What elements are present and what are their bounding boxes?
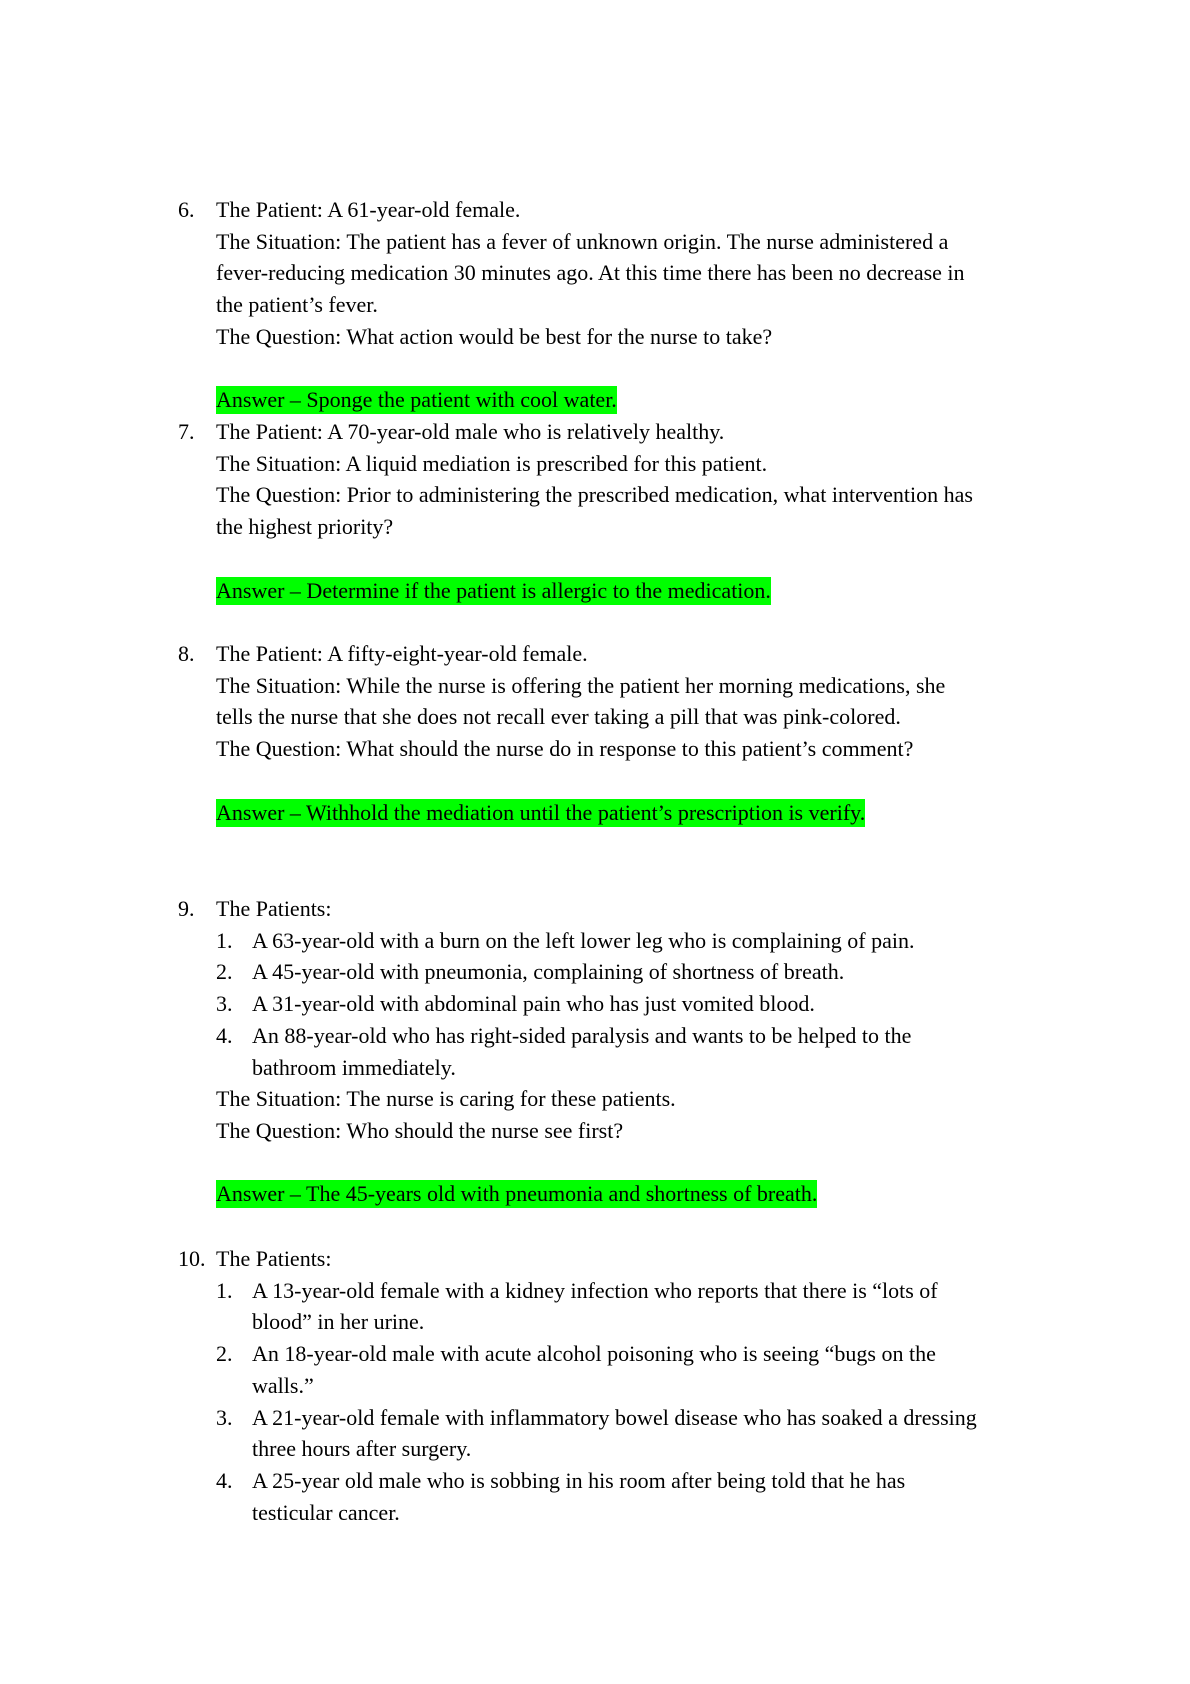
question-number: 10. [178, 1246, 206, 1271]
question-8 [178, 638, 1058, 828]
list-item [216, 1275, 1058, 1338]
answer [216, 575, 1058, 607]
list-item-number: 1. [216, 927, 233, 953]
patient-line: The Patient: A fifty-eight-year-old female. [216, 641, 588, 666]
question-6 [178, 194, 1058, 416]
question-body [178, 638, 1058, 828]
situation-line: The Situation: While the nurse is offering the patient her morning medications, she [216, 672, 946, 698]
situation-line: fever-reducing medication 30 minutes ago. At this time there has been no decrease in [216, 260, 965, 286]
situation-line: The Situation: A liquid mediation is prescribed for this patient. [216, 450, 768, 476]
question-number: 6. [178, 197, 195, 222]
patient-list [216, 925, 1058, 1084]
answer-highlight: Answer – Sponge the patient with cool water. [216, 387, 617, 413]
list-item-number: 4. [216, 1467, 233, 1493]
question-body [178, 416, 1058, 606]
list-item [216, 925, 1058, 957]
list-item-number: 2. [216, 1341, 233, 1367]
patient-line: The Patient: A 61-year-old female. [216, 197, 521, 222]
question-number: 8. [178, 641, 195, 666]
list-item-text: A 63-year-old with a burn on the left lower leg who is complaining of pain. [252, 927, 915, 953]
question-body [178, 1243, 1058, 1528]
list-item-text: A 21-year-old female with inflammatory bowel disease who has soaked a dressing [252, 1404, 977, 1430]
list-item-text: A 13-year-old female with a kidney infection who reports that there is “lots of [252, 1277, 938, 1303]
question-9 [178, 893, 1058, 1210]
list-item [216, 1338, 1058, 1401]
list-item-text: An 18-year-old male with acute alcohol poisoning who is seeing “bugs on the [252, 1341, 936, 1367]
answer [216, 384, 1058, 416]
question-line: the highest priority? [216, 514, 394, 540]
question-line: The Question: Prior to administering the prescribed medication, what intervention has [216, 482, 973, 508]
answer [216, 797, 1058, 829]
list-item [216, 1465, 1058, 1528]
question-10 [178, 1243, 1058, 1528]
question-line: The Question: Who should the nurse see first? [216, 1117, 624, 1143]
question-line: The Question: What should the nurse do in response to this patient’s comment? [216, 736, 914, 762]
question-body [178, 893, 1058, 1210]
answer [216, 1178, 1058, 1210]
list-item-text: blood” in her urine. [252, 1309, 425, 1335]
situation-line: the patient’s fever. [216, 292, 378, 318]
question-7 [178, 416, 1058, 606]
list-item-text: three hours after surgery. [252, 1436, 472, 1462]
question-line: The Question: What action would be best for the nurse to take? [216, 323, 773, 349]
situation-line: tells the nurse that she does not recall ever taking a pill that was pink-colored. [216, 704, 901, 730]
list-item-text: walls.” [252, 1372, 314, 1398]
patients-header: The Patients: [216, 896, 332, 921]
answer-highlight: Answer – The 45-years old with pneumonia and shortness of breath. [216, 1181, 818, 1207]
list-item-text: bathroom immediately. [252, 1054, 456, 1080]
list-item-number: 2. [216, 959, 233, 985]
question-number: 7. [178, 419, 195, 444]
list-item [216, 988, 1058, 1020]
list-item-text: A 31-year-old with abdominal pain who has just vomited blood. [252, 991, 815, 1017]
question-body [178, 194, 1058, 416]
list-item-number: 3. [216, 1404, 233, 1430]
list-item-number: 1. [216, 1277, 233, 1303]
list-item-text: A 45-year-old with pneumonia, complaining of shortness of breath. [252, 959, 845, 985]
list-item-number: 4. [216, 1022, 233, 1048]
situation-line: The Situation: The nurse is caring for these patients. [216, 1086, 676, 1112]
list-item [216, 1402, 1058, 1465]
patient-list [216, 1275, 1058, 1529]
list-item-text: An 88-year-old who has right-sided paralysis and wants to be helped to the [252, 1022, 912, 1048]
situation-line: The Situation: The patient has a fever of unknown origin. The nurse administered a [216, 228, 949, 254]
question-number: 9. [178, 896, 195, 921]
patient-line: The Patient: A 70-year-old male who is relatively healthy. [216, 419, 725, 444]
list-item [216, 1020, 1058, 1083]
answer-highlight: Answer – Withhold the mediation until the patient’s prescription is verify. [216, 799, 866, 825]
list-item-text: testicular cancer. [252, 1499, 400, 1525]
answer-highlight: Answer – Determine if the patient is allergic to the medication. [216, 577, 771, 603]
patients-header: The Patients: [216, 1246, 332, 1271]
list-item-text: A 25-year old male who is sobbing in his room after being told that he has [252, 1467, 906, 1493]
list-item [216, 956, 1058, 988]
list-item-number: 3. [216, 991, 233, 1017]
